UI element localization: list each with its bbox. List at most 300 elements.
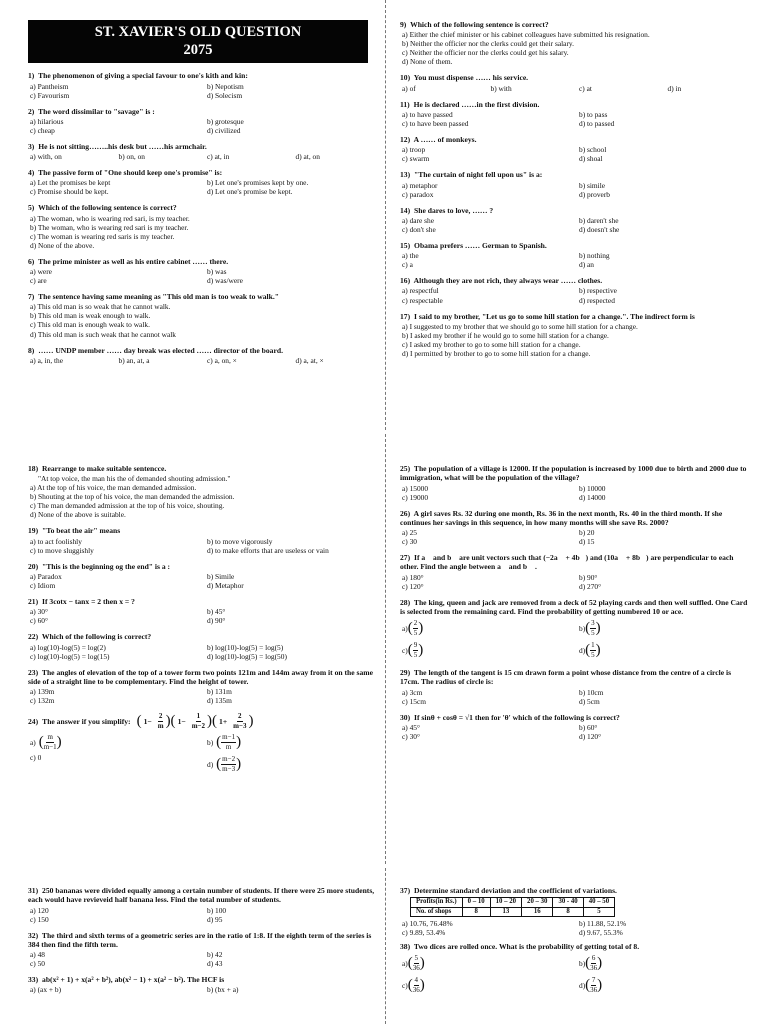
option-d[interactable]: d) None of the above is suitable.	[30, 510, 126, 520]
option-a[interactable]: a) dare she	[402, 215, 435, 225]
question-item	[400, 713, 748, 741]
option-b[interactable]: b) ( m−1 m )	[207, 733, 242, 751]
option-d[interactable]: d) log(10)-log(5) = log(50)	[207, 651, 287, 661]
option-a[interactable]: a) of	[402, 83, 416, 93]
option-c[interactable]: c) a, on, ×	[207, 355, 237, 365]
option-a[interactable]: a) 3cm	[402, 687, 423, 697]
option-b[interactable]: b) simile	[579, 180, 606, 190]
question-text: Which of the following sentence is correct?	[38, 203, 177, 213]
paren: (	[407, 641, 413, 658]
question-38	[400, 942, 748, 996]
option-a[interactable]: a) Let the promises be kept	[30, 178, 111, 188]
question-number: 30)	[400, 712, 411, 722]
numerator: 2	[413, 619, 418, 628]
option-b[interactable]: b) The woman, who is wearing red sari is my teacher.	[30, 222, 189, 232]
option-c[interactable]: c) 19000	[402, 492, 429, 502]
question-number: 26)	[400, 508, 411, 518]
table-cell: 0 – 10	[462, 898, 490, 907]
option-b[interactable]: b) Nepotism	[207, 81, 244, 91]
option-a[interactable]: a) Either the chief minister or his cabinet colleagues have submitted his resignation.	[402, 30, 650, 40]
question-number: 19)	[28, 526, 39, 536]
column-divider	[385, 0, 386, 430]
option-a[interactable]: a) 15000	[402, 483, 429, 493]
option-d[interactable]: d) 95	[207, 914, 223, 924]
question-item	[400, 206, 748, 234]
question-number: 29)	[400, 668, 411, 678]
numerator: 3	[591, 619, 595, 628]
exam-page-3	[0, 868, 768, 1024]
question-stem	[400, 241, 748, 250]
question-number: 3)	[28, 141, 35, 151]
options	[400, 181, 748, 199]
option-c[interactable]: c) 120°	[402, 581, 424, 591]
fraction	[413, 976, 420, 994]
options	[400, 573, 748, 591]
options	[28, 267, 376, 285]
question-text: Which of the following is correct?	[41, 632, 152, 642]
question-number: 22)	[28, 632, 39, 642]
question-stem	[400, 553, 748, 572]
page2-left-column	[28, 434, 376, 782]
option-a[interactable]: a) metaphor	[402, 180, 438, 190]
option-c[interactable]: c) log(10)-log(5) = log(15)	[30, 651, 110, 661]
option-b[interactable]: b) 10000	[579, 483, 606, 493]
question-list	[400, 20, 748, 358]
option-c[interactable]: c) 15cm	[402, 696, 427, 706]
numerator: 9	[413, 641, 418, 650]
denominator: 5	[413, 650, 418, 659]
option-a[interactable]: a) I suggested to my brother that we should go to some hill station for a change.	[402, 321, 638, 331]
option-c[interactable]: c) cheap	[30, 125, 55, 135]
option-c[interactable]: c) Promise should be kept.	[30, 187, 109, 197]
question-text: The angles of elevation of the top of a tower form two points 121m and 144m away from it on the same side of a straight line to be complementary. Find the height of tower.	[28, 667, 373, 686]
column-divider	[385, 868, 386, 1024]
question-number: 2)	[28, 106, 35, 116]
option-d[interactable]: d) This old man is such weak that he cannot walk	[30, 329, 177, 339]
option-a[interactable]: a) were	[30, 267, 52, 277]
option-a[interactable]: a) troop	[402, 145, 426, 155]
question-item	[28, 975, 376, 994]
question-text: Obama prefers …… German to Spanish.	[414, 240, 547, 250]
option-b[interactable]: b) school	[579, 145, 607, 155]
option-c[interactable]	[402, 639, 571, 661]
page3-right-column	[400, 868, 748, 1003]
option-d[interactable]: d) 43	[207, 959, 223, 969]
options	[28, 356, 376, 365]
question-text: The prime minister as well as his entire cabinet …… there.	[38, 256, 229, 266]
options	[400, 322, 748, 358]
question-24	[28, 712, 376, 775]
option-b[interactable]: b) with	[490, 83, 512, 93]
question-item	[28, 886, 376, 924]
question-text: A …… of monkeys.	[413, 134, 477, 144]
question-stem	[28, 975, 376, 984]
question-list	[28, 886, 376, 994]
paper-title-line1: ST. XAVIER'S OLD QUESTION	[94, 24, 302, 40]
option-c[interactable]: c) Neither the officier nor the clerks could get his salary.	[402, 48, 569, 58]
question-stem	[28, 257, 376, 266]
options	[28, 152, 376, 161]
question-number: 1)	[28, 71, 35, 81]
option-d[interactable]: d) Let one's promise be kept.	[207, 187, 293, 197]
option-a[interactable]: a) to act foolishly	[30, 536, 82, 546]
option-c[interactable]: c) 150	[30, 914, 49, 924]
option-a[interactable]: a) ( m m−1 )	[30, 733, 62, 751]
table-cell: 13	[490, 907, 521, 916]
option-d[interactable]: d) an	[579, 260, 594, 270]
option-d[interactable]: d) Metaphor	[207, 581, 244, 590]
option-label: d)	[579, 645, 586, 655]
table-cell: 30 - 40	[553, 898, 583, 907]
question-number: 14)	[400, 205, 411, 215]
question-stem	[400, 464, 748, 483]
paren: (	[585, 954, 591, 971]
option-c[interactable]: c) The woman is wearing red saris is my teacher.	[30, 231, 175, 241]
question-text: The king, queen and jack are removed from a deck of 52 playing cards and then well suffled. One Card is selected from the remaining card. Find the probability of getting numbered 10 or ace.	[400, 597, 748, 616]
question-number: 5)	[28, 203, 35, 213]
question-number: 18)	[28, 464, 39, 473]
option-b[interactable]: b) respective	[579, 286, 617, 296]
option-d[interactable]: d) 90°	[207, 616, 226, 626]
question-item	[400, 241, 748, 269]
question-stem: 37) Determine standard deviation and the coefficient of variations.	[400, 886, 617, 895]
question-text: If 3cotx − tanx = 2 then x = ?	[42, 597, 135, 607]
question-stem	[400, 73, 748, 82]
options	[28, 214, 376, 250]
question-stem	[400, 276, 748, 285]
question-stem	[400, 713, 748, 722]
options	[28, 537, 376, 555]
option-a[interactable]: a) 48	[30, 950, 45, 960]
question-stem	[28, 931, 376, 950]
option-d[interactable]: d) in	[667, 83, 682, 93]
option-c[interactable]: c) are	[30, 276, 47, 286]
option-b[interactable]: b) to pass	[579, 109, 608, 119]
options	[400, 84, 748, 93]
option-a[interactable]: a) At the top of his voice, the man demanded admission.	[30, 483, 197, 493]
question-list	[400, 464, 748, 741]
option-label: b)	[579, 958, 586, 968]
option-b[interactable]: b) 131m	[207, 687, 232, 697]
denominator: 36	[590, 985, 598, 994]
option-b[interactable]: b) Shouting at the top of his voice, the man demanded the admission.	[30, 492, 235, 502]
question-item	[400, 170, 748, 198]
options	[400, 286, 748, 304]
paren: (	[585, 619, 591, 636]
option-b[interactable]: b) Simile	[207, 571, 235, 581]
question-text: If sinθ + cosθ = √1 then for 'θ' which of the following is correct?	[414, 712, 620, 722]
options	[400, 919, 748, 937]
option-d[interactable]: d) None of the above.	[30, 240, 95, 250]
option-a[interactable]	[402, 952, 571, 974]
question-stem	[28, 71, 376, 80]
option-c[interactable]: c) to have been passed	[402, 118, 469, 128]
option-c[interactable]: c) 9.89, 53.4%	[402, 927, 446, 937]
option-b[interactable]: b) grotesque	[207, 116, 244, 126]
question-subtext: "At top voice, the man his the of demanded shouting admission."	[38, 474, 231, 484]
option-d[interactable]: d) 270°	[579, 581, 602, 591]
option-c[interactable]: c) 0	[30, 753, 42, 763]
question-stem	[28, 632, 376, 641]
option-a[interactable]: a) 120	[30, 905, 49, 915]
question-item	[400, 73, 748, 92]
options	[28, 483, 376, 519]
option-d[interactable]: d) Solecism	[207, 90, 243, 100]
question-stem: 38) Two dices are rolled once. What is the probability of getting total of 8.	[400, 941, 640, 951]
option-b[interactable]: b) 20	[579, 528, 595, 538]
option-b[interactable]: b) 42	[207, 950, 223, 960]
options	[400, 688, 748, 706]
paren: )	[597, 976, 603, 993]
option-d[interactable]: d) doesn't she	[579, 224, 620, 234]
option-a[interactable]: a) Paradox	[30, 571, 62, 581]
fraction	[413, 954, 420, 972]
question-number: 21)	[28, 597, 39, 607]
option-d[interactable]: d) respected	[579, 295, 615, 305]
question-stem	[400, 509, 748, 528]
question-item	[400, 509, 748, 547]
paren: (	[407, 976, 413, 993]
question-text: I said to my brother, "Let us go to some hill station for a change.". The indirect form is	[414, 311, 695, 321]
option-a[interactable]: a) 30°	[30, 607, 48, 617]
option-c[interactable]: c) 60°	[30, 616, 48, 626]
option-b[interactable]: b) This old man is weak enough to walk.	[30, 311, 151, 321]
question-number: 7)	[28, 292, 35, 302]
paper-title-line2: 2075	[183, 42, 213, 59]
option-c[interactable]: c) at, in	[207, 152, 230, 162]
option-b[interactable]: b) 60°	[579, 723, 598, 732]
question-item	[28, 346, 376, 365]
question-item	[28, 107, 376, 135]
question-number: 12)	[400, 134, 411, 144]
option-a[interactable]: a) respectful	[402, 286, 439, 296]
question-number: 10)	[400, 73, 411, 83]
option-a[interactable]	[402, 617, 571, 639]
option-b[interactable]: b) on, on	[118, 152, 145, 162]
question-item	[400, 553, 748, 591]
options	[400, 251, 748, 269]
option-c[interactable]: c) 132m	[30, 696, 55, 706]
numerator: 4	[414, 976, 418, 985]
option-d[interactable]: d) a, at, ×	[295, 355, 324, 365]
option-b[interactable]: b) (bx + a)	[207, 985, 239, 995]
question-item	[28, 632, 376, 660]
option-c[interactable]: c) at	[579, 83, 592, 93]
option-c[interactable]: c) swarm	[402, 154, 430, 164]
question-stem	[400, 20, 748, 29]
question-number: 15)	[400, 240, 411, 250]
question-item	[400, 312, 748, 358]
option-a[interactable]: a) 10.76, 76.48%	[402, 918, 453, 928]
option-b[interactable]	[579, 617, 748, 639]
option-b[interactable]: b) 11.88, 52.1%	[579, 918, 627, 928]
option-a[interactable]: a) 139m	[30, 687, 55, 697]
options	[28, 82, 376, 100]
option-c[interactable]: c) paradox	[402, 189, 434, 199]
question-list	[28, 71, 376, 365]
option-c[interactable]: c) The man demanded admission at the top of his voice, shouting.	[30, 501, 225, 511]
option-b[interactable]: b) an, at, a	[118, 355, 150, 365]
question-item	[400, 20, 748, 66]
question-text: If a⃗ and b⃗ are unit vectors such that (−2a⃗ + 4b⃗) and (10a⃗ + 8b⃗) are perpendicular to each other. Find the angle between a⃗ and b⃗ .	[400, 553, 734, 572]
question-text: "This is the beginning og the end" is a :	[42, 561, 171, 571]
option-a[interactable]: a) Pantheism	[30, 81, 69, 91]
question-item	[28, 71, 376, 99]
options	[28, 950, 376, 968]
question-item	[28, 168, 376, 196]
option-d[interactable]: d) None of them.	[402, 57, 453, 67]
option-b[interactable]: b) to move vigorously	[207, 536, 273, 546]
paren: )	[595, 641, 601, 658]
option-d[interactable]	[579, 639, 748, 661]
option-d[interactable]: d) 120°	[579, 732, 602, 742]
page3-left-column	[28, 868, 376, 1001]
question-number: 28)	[400, 597, 411, 607]
option-a[interactable]: a) This old man is so weak that he cannot walk.	[30, 302, 171, 312]
option-d[interactable]: d) was/were	[207, 276, 243, 286]
option-d[interactable]: d) 14000	[579, 492, 606, 502]
option-a[interactable]: a) hilarious	[30, 116, 64, 126]
option-c[interactable]: c) respectable	[402, 295, 443, 305]
option-b[interactable]	[579, 952, 748, 974]
option-a[interactable]: a) The woman, who is wearing red sari, is my teacher.	[30, 213, 190, 223]
option-c[interactable]: c) I asked my brother to go to some hill station for a change.	[402, 339, 581, 349]
exam-page-2	[0, 434, 768, 864]
option-d[interactable]: d) to passed	[579, 118, 615, 128]
option-b[interactable]: b) Neither the officier nor the clerks could get their salary.	[402, 39, 574, 49]
question-item	[400, 276, 748, 304]
question-item	[400, 464, 748, 502]
question-item	[28, 203, 376, 249]
options	[28, 906, 376, 924]
option-a[interactable]: a) log(10)-log(5) = log(2)	[30, 642, 106, 652]
option-d[interactable]: d) 135m	[207, 696, 232, 706]
question-item	[28, 668, 376, 706]
options	[28, 985, 376, 994]
question-stem	[28, 292, 376, 301]
option-d[interactable]: d) proverb	[579, 189, 610, 199]
option-b[interactable]: b) log(10)-log(5) = log(5)	[207, 642, 284, 652]
option-a[interactable]: a) 45°	[402, 723, 420, 732]
question-stem	[28, 107, 376, 116]
option-b[interactable]: b) 90°	[579, 572, 598, 582]
paren: )	[418, 641, 424, 658]
option-c[interactable]: c) Idiom	[30, 581, 56, 590]
option-c[interactable]: c) a	[402, 260, 413, 270]
options	[28, 731, 376, 775]
option-c[interactable]: c) 50	[30, 959, 45, 969]
question-text: ab(x² + 1) + x(a² + b²), ab(x² − 1) + x(a² − b²). The HCF is	[42, 975, 225, 985]
question-item	[400, 135, 748, 163]
options	[28, 687, 376, 705]
question-text: Rearrange to make suitable sentencce.	[42, 464, 167, 473]
option-a[interactable]: a) 180°	[402, 572, 424, 582]
option-d[interactable]: d) shoal	[579, 154, 603, 164]
question-number: 4)	[28, 168, 35, 178]
question-item	[28, 526, 376, 554]
option-a[interactable]: a) the	[402, 251, 419, 261]
paren: )	[418, 619, 424, 636]
options	[400, 216, 748, 234]
option-d[interactable]: d) 15	[579, 537, 595, 547]
question-stem	[400, 312, 748, 321]
question-text: "The curtain of night fell upon us" is a:	[414, 170, 543, 180]
option-b[interactable]: b) nothing	[579, 251, 610, 261]
option-d[interactable]: d) 5cm	[579, 696, 600, 706]
option-d[interactable]: d) 9.67, 55.3%	[579, 927, 623, 937]
question-stem	[28, 562, 376, 571]
question-item	[28, 931, 376, 969]
option-c[interactable]: c) to move sluggishly	[30, 545, 94, 555]
option-d[interactable]: d) to make efforts that are useless or vain	[207, 545, 329, 555]
question-text: He is declared ……in the first division.	[413, 99, 540, 109]
question-text: The passive form of "One should keep one's promise" is:	[38, 168, 223, 178]
option-c[interactable]: c) don't she	[402, 224, 436, 234]
table-cell: Profits(in Rs.)	[411, 898, 463, 907]
option-d[interactable]: d) at, on	[295, 152, 320, 162]
option-c[interactable]: c) This old man is enough weak to walk.	[30, 320, 150, 330]
question-text: Although they are not rich, they always wear …… clothes.	[413, 276, 603, 286]
options	[28, 572, 376, 590]
option-b[interactable]: b) 100	[207, 905, 227, 915]
option-d[interactable]: d) civilized	[207, 125, 241, 135]
question-text: The length of the tangent is 15 cm drawn form a point whose distance from the centre of a circle is 17cm. The radius of circle is:	[400, 668, 732, 687]
question-text: "To beat the air" means	[42, 526, 121, 536]
options	[400, 110, 748, 128]
option-b[interactable]: b) 45°	[207, 607, 226, 617]
option-d[interactable]	[579, 974, 748, 996]
question-stem	[28, 203, 376, 212]
question-stem	[28, 168, 376, 177]
option-a[interactable]: a) to have passed	[402, 109, 453, 119]
question-text: You must dispense …… his service.	[413, 73, 529, 83]
question-stem	[28, 668, 376, 687]
question-text: 250 bananas were divided equally among a certain number of students. If there were 25 more students, each would have revieveid half banana less. Find the total number of students.	[28, 886, 375, 905]
numerator: 7	[591, 976, 596, 985]
option-c[interactable]: c) 30	[402, 537, 417, 547]
denominator: 5	[413, 628, 418, 637]
options	[28, 302, 376, 338]
question-stem	[400, 668, 748, 687]
question-37	[400, 886, 748, 937]
option-b[interactable]: b) was	[207, 267, 227, 277]
option-c[interactable]: c) 30°	[402, 732, 420, 742]
option-b[interactable]: b) 10cm	[579, 687, 604, 697]
question-number: 20)	[28, 561, 39, 571]
option-b[interactable]: b) daren't she	[579, 215, 619, 225]
table-cell: No. of shops	[411, 907, 463, 916]
question-item	[28, 257, 376, 285]
options	[400, 617, 748, 661]
option-d[interactable]: d) I permitted by brother to go to some hill station for a change.	[402, 348, 591, 358]
option-c[interactable]: c) Favourism	[30, 90, 70, 100]
question-item	[28, 597, 376, 625]
question-number: 8)	[28, 345, 35, 355]
option-a[interactable]: a) with, on	[30, 152, 62, 162]
option-a[interactable]: a) a, in, the	[30, 355, 64, 365]
option-a[interactable]: a) (ax + b)	[30, 985, 62, 995]
question-list	[28, 464, 376, 705]
table-cell: 8	[553, 907, 583, 916]
option-d[interactable]: d) ( m−2 m−3 )	[207, 755, 242, 773]
option-b[interactable]: b) I asked my brother if he would go to some hill station for a change.	[402, 330, 609, 340]
option-a[interactable]: a) 25	[402, 528, 417, 538]
option-c[interactable]	[402, 974, 571, 996]
option-b[interactable]: b) Let one's promises kept by one.	[207, 178, 309, 188]
question-item	[28, 464, 376, 519]
paren: )	[597, 954, 603, 971]
options	[400, 952, 748, 996]
